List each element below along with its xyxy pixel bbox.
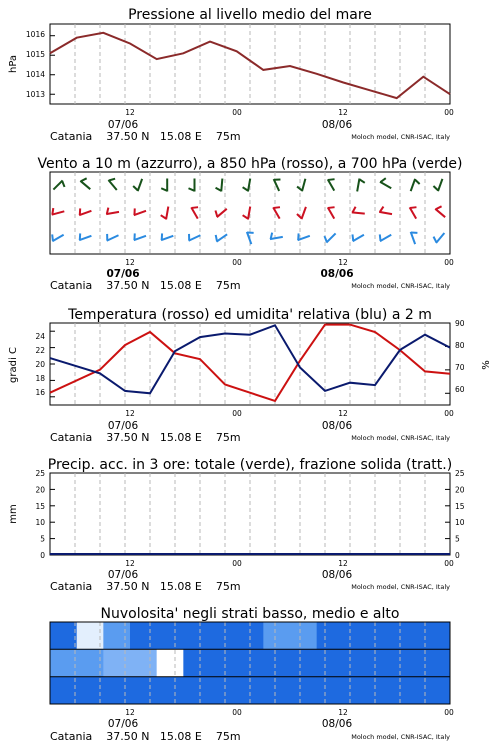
wind-barb	[270, 233, 283, 239]
cloud-cell	[157, 677, 184, 705]
date-label: 08/06	[321, 718, 353, 730]
wind-barb	[411, 179, 420, 191]
cloud-cell	[290, 677, 317, 705]
precipitation-ytick: 5	[40, 534, 45, 544]
wind-barb	[53, 180, 64, 189]
cloud-panel	[50, 606, 454, 743]
wind-barb-shaft	[379, 212, 392, 214]
temperature-panel	[8, 307, 492, 444]
wind-barb	[297, 179, 305, 192]
cloud-cell	[183, 622, 210, 650]
wind-barb-feather	[434, 237, 437, 243]
precipitation-gridlines	[50, 473, 450, 555]
location-label: Catania 37.50 N 15.08 E 75m	[50, 279, 241, 292]
wind-barb	[52, 234, 63, 241]
wind-barb-feather	[352, 234, 353, 240]
wind-barb	[243, 179, 251, 192]
cloud-cell	[370, 677, 397, 705]
precipitation-ytick: 15	[35, 501, 45, 511]
cloud-cell	[130, 677, 157, 705]
date-label: 07/06	[107, 569, 139, 581]
wind-barb-shaft	[191, 207, 198, 218]
wind-barb-shaft	[328, 179, 335, 190]
wind-barb	[273, 207, 280, 218]
x-tick-label: 00	[232, 108, 242, 117]
wind-barb-shaft	[52, 235, 63, 242]
precipitation-ytick: 25	[35, 469, 45, 478]
wind-barb-feather	[52, 208, 53, 214]
cloud-cell	[290, 622, 317, 650]
temperature-ytick: 18	[35, 374, 45, 383]
precipitation-ytick: 20	[35, 485, 45, 495]
humidity-ytick: 90	[455, 319, 465, 328]
precipitation-ytick-right: 5	[455, 534, 460, 544]
wind-barb-feather	[297, 214, 302, 218]
x-tick-label: 12	[338, 708, 348, 717]
precipitation-ytick-right: 0	[455, 551, 460, 560]
date-label: 08/06	[321, 420, 353, 432]
wind-barb-shaft	[380, 182, 391, 189]
cloud-cell	[130, 649, 157, 677]
x-tick-label: 00	[444, 258, 454, 267]
cloud-cell	[290, 649, 317, 677]
wind-barb-feather	[380, 234, 381, 240]
wind-barb-shaft	[380, 235, 391, 242]
cloud-cell	[183, 649, 210, 677]
wind-barb-shaft	[134, 211, 146, 215]
location-label: Catania 37.50 N 15.08 E 75m	[50, 130, 241, 143]
x-tick-label: 12	[338, 258, 348, 267]
wind-barb	[52, 208, 65, 215]
wind-barb-shaft	[353, 235, 364, 242]
cloud-title: Nuvolosita' negli strati basso, medio e alto	[100, 606, 400, 622]
x-tick-label: 00	[444, 559, 454, 568]
pressure-ytick: 1015	[25, 50, 45, 59]
wind-barb-shaft	[411, 232, 415, 244]
wind-barb	[352, 207, 365, 214]
date-label: 07/06	[106, 268, 140, 280]
wind-barb-feather	[161, 215, 166, 219]
model-credit: Moloch model, CNR-ISAC, Italy	[351, 133, 450, 141]
wind-title: Vento a 10 m (azzurro), a 850 hPa (rosso), a 700 hPa (verde)	[37, 156, 463, 172]
wind-barb-shaft	[328, 207, 335, 218]
precipitation-ytick-right: 10	[455, 518, 465, 528]
pressure-title: Pressione al livello medio del mare	[128, 7, 372, 23]
wind-barb-shaft	[273, 207, 280, 218]
model-credit: Moloch model, CNR-ISAC, Italy	[351, 733, 450, 741]
cloud-cell	[317, 677, 344, 705]
wind-barb	[79, 208, 91, 215]
cloud-cell	[103, 649, 130, 677]
date-label: 08/06	[321, 569, 353, 581]
wind-barb	[324, 233, 335, 242]
temperature-ylabel: gradi C	[8, 347, 19, 383]
cloud-cell	[210, 677, 237, 705]
x-tick-label: 12	[338, 559, 348, 568]
cloud-cell	[423, 677, 450, 705]
wind-barb	[108, 179, 116, 190]
precipitation-ylabel: mm	[8, 504, 19, 524]
pressure-ytick: 1016	[25, 30, 45, 39]
cloud-cell	[317, 622, 344, 650]
cloud-cell	[343, 622, 370, 650]
cloud-cell	[370, 649, 397, 677]
wind-barb	[216, 179, 223, 192]
wind-barb	[134, 208, 146, 215]
x-tick-label: 12	[338, 108, 348, 117]
wind-barb	[411, 232, 418, 244]
wind-barb	[435, 206, 445, 217]
precipitation-title: Precip. acc. in 3 ore: totale (verde), frazione solida (tratt.)	[47, 457, 453, 473]
location-label: Catania 37.50 N 15.08 E 75m	[50, 580, 241, 593]
wind-barb-feather	[216, 188, 222, 191]
wind-barb-feather	[273, 207, 279, 208]
wind-barb-feather	[328, 179, 334, 180]
cloud-cell	[397, 622, 424, 650]
wind-barb	[328, 207, 335, 218]
cloud-cell	[397, 649, 424, 677]
date-label: 08/06	[320, 268, 354, 280]
cloud-cell	[423, 649, 450, 677]
wind-barbs	[52, 178, 445, 244]
x-tick-label: 12	[125, 409, 135, 418]
wind-barb-shaft	[161, 236, 173, 240]
wind-barb-shaft	[221, 179, 222, 192]
x-tick-label: 00	[232, 409, 242, 418]
x-tick-label: 00	[444, 409, 454, 418]
wind-barb	[189, 179, 195, 192]
temperature-ytick: 16	[35, 388, 45, 397]
precipitation-panel	[8, 457, 465, 593]
wind-barb	[189, 234, 201, 241]
wind-barb-shaft	[107, 235, 119, 240]
wind-barb-shaft	[79, 211, 91, 215]
wind-barb-feather	[380, 207, 384, 212]
temperature-title: Temperatura (rosso) ed umidita' relativa (blu) a 2 m	[68, 307, 432, 323]
wind-barb-shaft	[166, 207, 168, 220]
wind-barb	[161, 233, 173, 240]
wind-barb-shaft	[301, 207, 305, 219]
wind-barb-shaft	[302, 179, 305, 192]
date-label: 07/06	[107, 420, 139, 432]
pressure-panel	[8, 7, 454, 143]
wind-barb-shaft	[298, 236, 310, 240]
wind-barb	[410, 207, 417, 218]
cloud-cell	[157, 622, 184, 650]
wind-barb-feather	[328, 207, 334, 208]
model-credit: Moloch model, CNR-ISAC, Italy	[351, 583, 450, 591]
wind-barb-shaft	[274, 179, 279, 191]
humidity-ylabel: %	[481, 360, 492, 370]
wind-barb-feather	[109, 179, 115, 181]
date-label: 07/06	[107, 718, 139, 730]
cloud-cell	[317, 649, 344, 677]
date-label: 07/06	[107, 119, 139, 131]
wind-barb	[133, 179, 142, 191]
cloud-cell	[50, 677, 77, 705]
wind-barb	[106, 208, 119, 214]
wind-barb-shaft	[80, 181, 90, 189]
wind-barb	[161, 179, 167, 192]
wind-barb-feather	[62, 181, 64, 187]
x-tick-label: 00	[444, 708, 454, 717]
pressure-gridlines	[50, 24, 425, 104]
temperature-ytick: 20	[35, 360, 45, 369]
x-tick-label: 00	[232, 559, 242, 568]
wind-barb-feather	[410, 207, 416, 208]
pressure-ytick: 1014	[25, 70, 45, 79]
precipitation-ytick: 0	[40, 551, 45, 560]
cloud-cell	[210, 649, 237, 677]
x-tick-label: 00	[444, 108, 454, 117]
wind-barb-shaft	[352, 212, 365, 213]
wind-barb-shaft	[108, 180, 116, 190]
x-tick-label: 00	[232, 258, 242, 267]
cloud-cell	[263, 649, 290, 677]
temperature-ytick: 24	[35, 332, 45, 341]
wind-barb	[380, 234, 391, 241]
x-tick-label: 00	[232, 708, 242, 717]
precipitation-ytick-right: 20	[455, 485, 465, 495]
precipitation-ytick-right: 15	[455, 501, 465, 511]
wind-barb-shaft	[53, 180, 62, 189]
humidity-ytick: 80	[455, 341, 465, 350]
wind-barb	[80, 178, 90, 189]
wind-barb-feather	[359, 179, 364, 183]
wind-barb-feather	[243, 215, 248, 219]
wind-barb-shaft	[438, 179, 442, 191]
cloud-cell	[50, 649, 77, 677]
wind-barb-shaft	[435, 209, 445, 217]
wind-barb-feather	[324, 236, 326, 242]
wind-barb-shaft	[247, 232, 251, 244]
wind-barb-feather	[433, 186, 438, 190]
pressure-ytick: 1013	[25, 90, 45, 99]
wind-barb	[297, 207, 306, 219]
x-tick-label: 12	[125, 559, 135, 568]
wind-barb-feather	[436, 206, 442, 209]
location-label: Catania 37.50 N 15.08 E 75m	[50, 730, 241, 743]
wind-barb	[352, 234, 363, 241]
wind-barb	[434, 233, 445, 243]
cloud-cell	[103, 622, 130, 650]
cloud-cell	[157, 649, 184, 677]
wind-barb-shaft	[216, 234, 227, 241]
wind-barb	[191, 207, 198, 218]
wind-barb-feather	[52, 234, 53, 240]
cloud-cell	[423, 622, 450, 650]
location-label: Catania 37.50 N 15.08 E 75m	[50, 431, 241, 444]
cloud-cell	[263, 677, 290, 705]
wind-barb-feather	[215, 210, 217, 216]
wind-barb-feather	[192, 207, 198, 208]
x-tick-label: 12	[125, 108, 135, 117]
x-tick-label: 12	[125, 708, 135, 717]
precipitation-frame	[50, 473, 450, 555]
wind-barb-shaft	[326, 233, 335, 242]
x-tick-label: 12	[338, 409, 348, 418]
wind-barb	[328, 179, 335, 190]
cloud-cell	[370, 622, 397, 650]
cloud-cell	[210, 622, 237, 650]
wind-barb-feather	[381, 178, 386, 182]
wind-barb-feather	[216, 235, 217, 241]
wind-barb-shaft	[411, 179, 415, 191]
wind-barb-shaft	[138, 179, 142, 191]
wind-barb	[161, 207, 169, 220]
humidity-ytick: 70	[455, 363, 465, 372]
wind-barb-feather	[243, 187, 248, 191]
cloud-cell	[103, 677, 130, 705]
wind-barb	[79, 233, 91, 240]
wind-barb-shaft	[189, 235, 201, 240]
wind-barb	[107, 234, 119, 241]
wind-barb-feather	[133, 186, 138, 190]
cloud-cell	[50, 622, 77, 650]
wind-barb	[243, 207, 251, 220]
humidity-ytick: 60	[455, 385, 465, 394]
wind-barb	[357, 179, 365, 192]
wind-barb-feather	[81, 178, 87, 181]
cloud-cell	[183, 677, 210, 705]
cloud-cell	[130, 622, 157, 650]
model-credit: Moloch model, CNR-ISAC, Italy	[351, 282, 450, 290]
wind-barb-shaft	[134, 236, 146, 240]
wind-barb-shaft	[79, 236, 91, 240]
wind-barb	[379, 207, 392, 215]
wind-barb-shaft	[357, 179, 359, 192]
date-label: 08/06	[321, 119, 353, 131]
cloud-cell	[397, 677, 424, 705]
wind-barb-shaft	[410, 207, 417, 218]
wind-barb-feather	[352, 207, 355, 213]
cloud-cell	[263, 622, 290, 650]
temperature-ytick: 22	[35, 346, 45, 355]
precipitation-ytick-right: 25	[455, 469, 465, 478]
precipitation-ytick: 10	[35, 518, 45, 528]
wind-panel	[37, 156, 462, 292]
wind-barb	[433, 179, 442, 191]
cloud-cell	[343, 649, 370, 677]
cloud-cell	[343, 677, 370, 705]
wind-barb-shaft	[436, 233, 444, 243]
wind-barb	[298, 233, 310, 240]
x-tick-label: 12	[125, 258, 135, 267]
wind-barb-feather	[415, 180, 420, 184]
wind-barb	[380, 178, 391, 188]
model-credit: Moloch model, CNR-ISAC, Italy	[351, 434, 450, 442]
wind-barb	[134, 233, 146, 240]
pressure-ylabel: hPa	[8, 54, 19, 74]
